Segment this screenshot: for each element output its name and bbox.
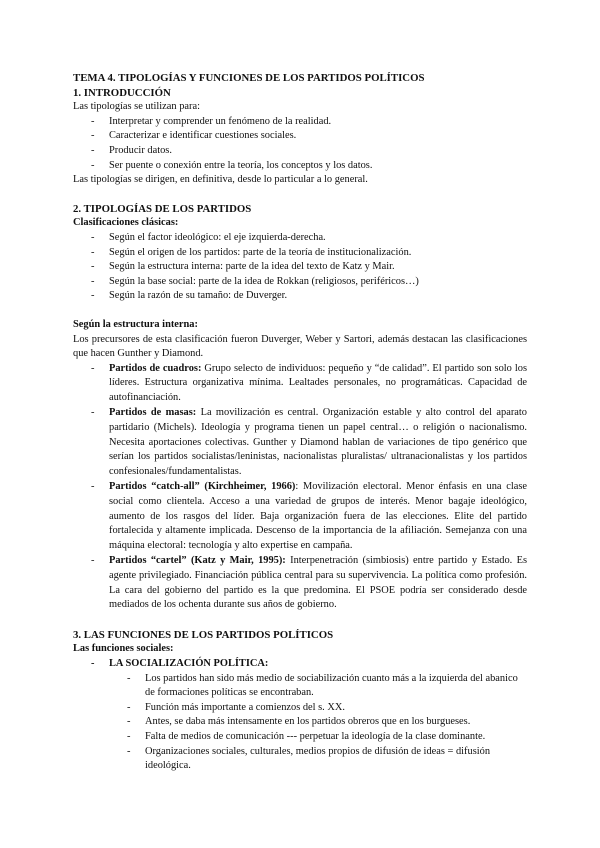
- party-type-description: Grupo selecto de individuos: pequeño y “de calidad”. El partido son solo los líderes. Estructura organizativa mínima. Lealtades personales, no programáticas. Capacidad de autofinanciación.: [109, 362, 527, 403]
- list-item: - Falta de medios de comunicación --- perpetuar la ideología de la clase dominante.: [73, 730, 527, 745]
- classic-classifications-list: [73, 231, 527, 304]
- list-item: - Antes, se daba más intensamente en los partidos obreros que en los burgueses.: [73, 715, 527, 730]
- list-item: - Ser puente o conexión entre la teoría, los conceptos y los datos.: [73, 159, 527, 174]
- party-type-item: [73, 362, 527, 406]
- section-1-closing: Las tipologías se dirigen, en definitiva, desde lo particular a lo general.: [73, 174, 368, 186]
- list-item: - Según el factor ideológico: el eje izquierda-derecha.: [73, 231, 527, 246]
- list-item: - Los partidos han sido más medio de sociabilización cuanto más a la izquierda del abanico de formaciones políticas se encontraban.: [73, 672, 527, 701]
- list-item: - Organizaciones sociales, culturales, medios propios de difusión de ideas = difusión ideológica.: [73, 745, 527, 774]
- party-type-term: Partidos “catch-all” (Kirchheimer, 1966): [109, 481, 296, 493]
- party-type-item: [73, 554, 527, 612]
- section-1-heading: 1. INTRODUCCIÓN: [73, 86, 171, 99]
- list-item: - Según la razón de su tamaño: de Duverger.: [73, 289, 527, 304]
- party-type-description: La movilización es central. Organización estable y alto control del aparato partidario (Michels). Ideología y programa tienen un papel central… o religión o nacionalismo. Necesita aportaciones colectivas. Gunther y Diamond hablan de variaciones de tipo genérico que serían los partidos socialistas/leninistas, nacionalistas pluralistas/ ultranacionalistas y los partidos confesionales/fundamentalistas.: [109, 407, 528, 477]
- list-item: [73, 657, 527, 774]
- party-type-term: Partidos de cuadros:: [109, 362, 202, 374]
- section-1-list: [73, 115, 527, 173]
- internal-structure-intro: Los precursores de esta clasificación fueron Duverger, Weber y Sartori, además destacan las clasificaciones que hacen Gunther y Diamond.: [73, 333, 527, 360]
- list-item: - Interpretar y comprender un fenómeno de la realidad.: [73, 115, 527, 130]
- list-item: - Según la base social: parte de la idea de Rokkan (religiosos, periféricos…): [73, 275, 527, 290]
- document-title: TEMA 4. TIPOLOGÍAS Y FUNCIONES DE LOS PARTIDOS POLÍTICOS: [73, 72, 425, 84]
- party-type-item: [73, 480, 527, 553]
- party-type-term: Partidos “cartel” (Katz y Mair, 1995):: [109, 555, 286, 567]
- classic-classifications-heading: Clasificaciones clásicas:: [73, 217, 179, 229]
- party-type-item: [73, 406, 527, 479]
- list-item: - Caracterizar e identificar cuestiones sociales.: [73, 129, 527, 144]
- list-item: - Según el origen de los partidos: parte de la teoría de institucionalización.: [73, 246, 527, 261]
- section-3-heading: 3. LAS FUNCIONES DE LOS PARTIDOS POLÍTICOS: [73, 628, 334, 641]
- social-functions-heading: Las funciones sociales:: [73, 643, 174, 655]
- list-item: - Según la estructura interna: parte de la idea del texto de Katz y Mair.: [73, 260, 527, 275]
- list-item: - Producir datos.: [73, 144, 527, 159]
- party-type-description: : Movilización electoral. Menor énfasis en una clase social como clientela. Acceso a una variedad de grupos de interés. Menor bagaje ideológico, aumento de los rasgos del líder. Baja organización fuera de las elecciones. Elite del partido fortalecida y altamente implicada. Descenso de la importancia de la afiliación. Semejanza con una máquina electoral: tecnología y alto expertise en campaña.: [109, 481, 528, 551]
- social-functions-list: [73, 657, 527, 774]
- party-type-description: Interpenetración (simbiosis) entre partido y Estado. Es agente privilegiado. Financiación pública central para su supervivencia. La política como profesión. La cara del gobierno del partido es la que predomina. El PSOE podría ser considerado desde mediados de los ochenta durante sus años de gobierno.: [109, 555, 527, 611]
- list-item: - Función más importante a comienzos del s. XX.: [73, 701, 527, 716]
- party-types-list: [73, 362, 527, 613]
- section-1-intro: Las tipologías se utilizan para:: [73, 101, 200, 113]
- socializacion-sublist: [73, 672, 527, 774]
- document-body: [73, 71, 527, 774]
- socializacion-label: LA SOCIALIZACIÓN POLÍTICA:: [109, 657, 269, 669]
- section-2-heading: 2. TIPOLOGÍAS DE LOS PARTIDOS: [73, 202, 252, 215]
- party-type-term: Partidos de masas:: [109, 407, 197, 419]
- internal-structure-heading: Según la estructura interna:: [73, 318, 198, 330]
